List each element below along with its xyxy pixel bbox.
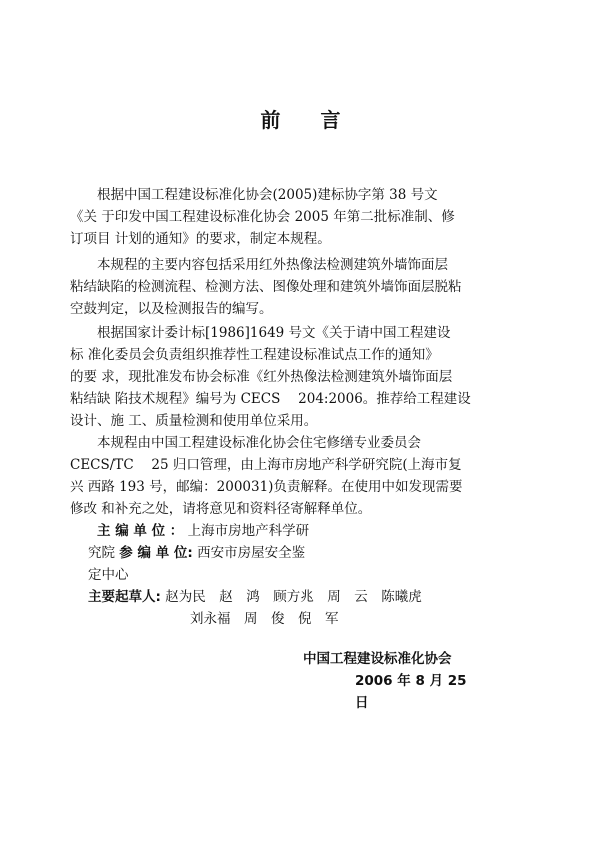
- chief-editor-value: 上海市房地产科学研: [187, 523, 310, 539]
- paragraph-line: 的要 求，现批准发布协会标准《红外热像法检测建筑外墙饰面层: [70, 369, 453, 385]
- paragraph-line: CECS/TC 25 归口管理，由上海市房地产科学研究院(上海市复: [70, 457, 462, 473]
- signature-date: 2006 年 8 月 25: [355, 673, 467, 689]
- paragraph-line: 本规程的主要内容包括采用红外热像法检测建筑外墙饰面层: [97, 257, 448, 273]
- participating-line: [70, 542, 525, 564]
- paragraph-line: 本规程由中国工程建设标准化协会住宅修缮专业委员会: [97, 435, 421, 451]
- signature-date-cont: 日: [355, 695, 369, 711]
- paragraph-2: [70, 254, 525, 320]
- page-title: [0, 104, 601, 133]
- participating-value: 西安市房屋安全鉴: [197, 545, 306, 561]
- paragraph-line: 根据中国工程建设标准化协会(2005)建标协字第 38 号文: [97, 187, 438, 203]
- drafters-names: 赵为民 赵 鸿 顾方兆 周 云 陈曦虎: [165, 589, 422, 605]
- paragraph-4: [70, 432, 525, 520]
- participating-label: 参 编 单 位:: [119, 545, 193, 561]
- title-char-1: 前: [260, 108, 281, 132]
- editors-section: [70, 520, 525, 630]
- paragraph-line: 订项目 计划的通知》的要求，制定本规程。: [70, 231, 331, 247]
- paragraph-line: 空鼓判定，以及检测报告的编写。: [70, 301, 273, 317]
- paragraph-line: 根据国家计委计标[1986]1649 号文《关于请中国工程建设: [97, 325, 451, 341]
- paragraph-line: 标 准化委员会负责组织推荐性工程建设标准试点工作的通知》: [70, 347, 439, 363]
- participating-cont-line: 定中心: [88, 567, 129, 583]
- paragraph-line: 兴 西路 193 号，邮编：200031)负责解释。在使用中如发现需要: [70, 479, 463, 495]
- paragraph-line: 粘结缺陷的检测流程、检测方法、图像处理和建筑外墙饰面层脱粘: [70, 279, 462, 295]
- paragraph-3: [70, 322, 525, 432]
- paragraph-line: 修改 和补充之处，请将意见和资料径寄解释单位。: [70, 501, 372, 517]
- signature-block: [303, 648, 467, 714]
- signature-org: 中国工程建设标准化协会: [303, 651, 452, 667]
- drafters-label: 主要起草人:: [88, 589, 161, 605]
- chief-editor-label: 主 编 单 位 ：: [97, 523, 184, 539]
- paragraph-line: 《关 于印发中国工程建设标准化协会 2005 年第二批标准制、修: [70, 209, 455, 225]
- title-char-2: 言: [320, 108, 341, 132]
- chief-editor-value-cont: 究院: [88, 545, 115, 561]
- paragraph-line: 粘结缺 陷技术规程》编号为 CECS 204:2006。推荐给工程建设: [70, 391, 471, 407]
- paragraph-1: [70, 184, 525, 250]
- drafters-names-cont: 刘永福 周 俊 倪 军: [190, 611, 339, 627]
- drafters-line: [70, 586, 525, 608]
- paragraph-line: 设计、施 工、质量检测和使用单位采用。: [70, 413, 318, 429]
- chief-editor-line: [70, 520, 525, 542]
